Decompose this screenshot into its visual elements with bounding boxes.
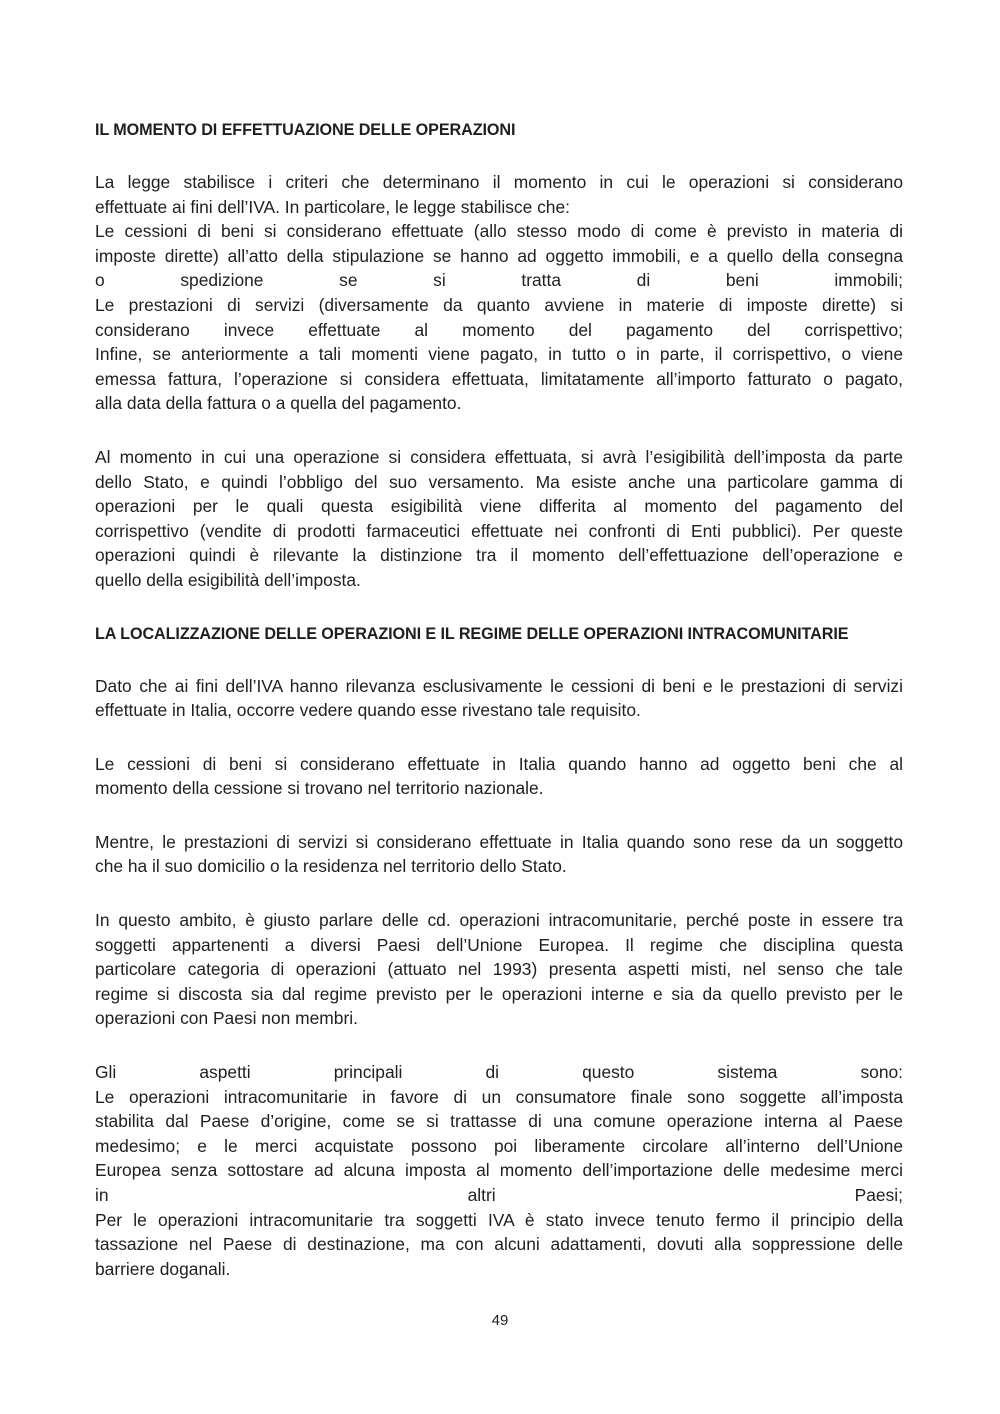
text-line: In questo ambito, è giusto parlare delle cd. operazioni intracomunitarie, perché poste in essere tra: [95, 910, 903, 931]
spacer: [95, 801, 903, 830]
text-line: Dato che ai fini dell’IVA hanno rilevanza esclusivamente le cessioni di beni e le prestazioni di servizi: [95, 675, 903, 696]
text-line: stabilita dal Paese d’origine, come se si trattasse di una comune operazione interna al Paese: [95, 1111, 903, 1132]
text-line: regime si discosta sia dal regime previsto per le operazioni interne e sia da quello previsto per le: [95, 983, 903, 1004]
text-line: Le cessioni di beni si considerano effettuate in Italia quando hanno ad oggetto beni che al: [95, 753, 903, 774]
spacer: [95, 416, 903, 445]
text-line: dello Stato, e quindi l’obbligo del suo versamento. Ma esiste anche una particolare gamma di: [95, 471, 903, 492]
text-line: particolare categoria di operazioni (attuato nel 1993) presenta aspetti misti, nel senso che tale: [95, 959, 903, 980]
paragraph-esigibilita: [95, 445, 903, 593]
paragraph-cessioni-beni: [95, 752, 903, 801]
spacer: [95, 646, 903, 674]
page-number: 49: [491, 1312, 509, 1329]
text-line: barriere doganali.: [95, 1258, 231, 1279]
text-line: in altri Paesi;: [95, 1185, 903, 1205]
text-line: alla data della fattura o a quella del pagamento.: [95, 393, 462, 414]
text-line: La legge stabilisce i criteri che determinano il momento in cui le operazioni si considerano: [95, 172, 903, 192]
text-line: Le cessioni di beni si considerano effettuate (allo stesso modo di come è previsto in materia di: [95, 221, 903, 242]
text-line: operazioni con Paesi non membri.: [95, 1008, 358, 1029]
text-line: momento della cessione si trovano nel territorio nazionale.: [95, 778, 544, 799]
text-line: effettuate in Italia, occorre vedere quando esse rivestano tale requisito.: [95, 700, 641, 721]
text-line: che ha il suo domicilio o la residenza nel territorio dello Stato.: [95, 856, 567, 877]
text-line: medesimo; e le merci acquistate possono poi liberamente circolare all’interno dell’Unione: [95, 1135, 903, 1156]
text-line: imposte dirette) all’atto della stipulazione se hanno ad oggetto immobili, e a quello della consegna: [95, 245, 903, 266]
text-line: Le operazioni intracomunitarie in favore di un consumatore finale sono soggette all’imposta: [95, 1086, 903, 1107]
text-line: Le prestazioni di servizi (diversamente da quanto avviene in materie di imposte dirette) si: [95, 294, 903, 315]
text-line: o spedizione se si tratta di beni immobili;: [95, 270, 903, 291]
text-line: Europea senza sottostare ad alcuna imposta al momento dell’importazione delle medesime merci: [95, 1160, 903, 1181]
text-line: quello della esigibilità dell’imposta.: [95, 569, 361, 590]
spacer: [95, 879, 903, 908]
paragraph-intracomunitarie: [95, 908, 903, 1031]
text-line: considerano invece effettuate al momento del pagamento del corrispettivo;: [95, 319, 903, 340]
text-line: Gli aspetti principali di questo sistema sono:: [95, 1062, 903, 1083]
text-line: Infine, se anteriormente a tali momenti viene pagato, in tutto o in parte, il corrispettivo, o viene: [95, 344, 903, 365]
text-line: tassazione nel Paese di destinazione, ma con alcuni adattamenti, dovuti alla soppressione delle: [95, 1234, 903, 1255]
text-line: operazioni quindi è rilevante la distinzione tra il momento dell’effettuazione dell’operazione e: [95, 545, 903, 566]
text-line: effettuate ai fini dell’IVA. In particolare, le legge stabilisce che:: [95, 196, 570, 217]
document-page: [95, 118, 903, 1281]
paragraph-prestazioni-servizi: [95, 830, 903, 879]
paragraph-aspetti-principali: [95, 1060, 903, 1281]
text-line: Per le operazioni intracomunitarie tra soggetti IVA è stato invece tenuto fermo il principio della: [95, 1209, 903, 1230]
text-line: operazioni per le quali questa esigibilità viene differita al momento del pagamento del: [95, 496, 903, 517]
text-line: corrispettivo (vendite di prodotti farmaceutici effettuate nei confronti di Enti pubblici). Per queste: [95, 520, 903, 541]
text-line: Al momento in cui una operazione si considera effettuata, si avrà l’esigibilità dell’imposta da parte: [95, 446, 903, 467]
paragraph-momento-criteri: [95, 170, 903, 416]
spacer: [95, 723, 903, 752]
section-title-localizzazione: LA LOCALIZZAZIONE DELLE OPERAZIONI E IL REGIME DELLE OPERAZIONI INTRACOMUNITARIE: [95, 624, 849, 643]
section-title-momento: IL MOMENTO DI EFFETTUAZIONE DELLE OPERAZIONI: [95, 121, 516, 139]
text-line: emessa fattura, l’operazione si considera effettuata, limitatamente all’importo fatturato o pagato,: [95, 368, 903, 389]
paragraph-rilevanza: [95, 674, 903, 723]
spacer: [95, 593, 903, 622]
spacer: [95, 1031, 903, 1060]
text-line: Mentre, le prestazioni di servizi si considerano effettuate in Italia quando sono rese da un soggetto: [95, 831, 903, 852]
text-line: soggetti appartenenti a diversi Paesi dell’Unione Europea. Il regime che disciplina questa: [95, 934, 903, 955]
spacer: [95, 142, 903, 170]
